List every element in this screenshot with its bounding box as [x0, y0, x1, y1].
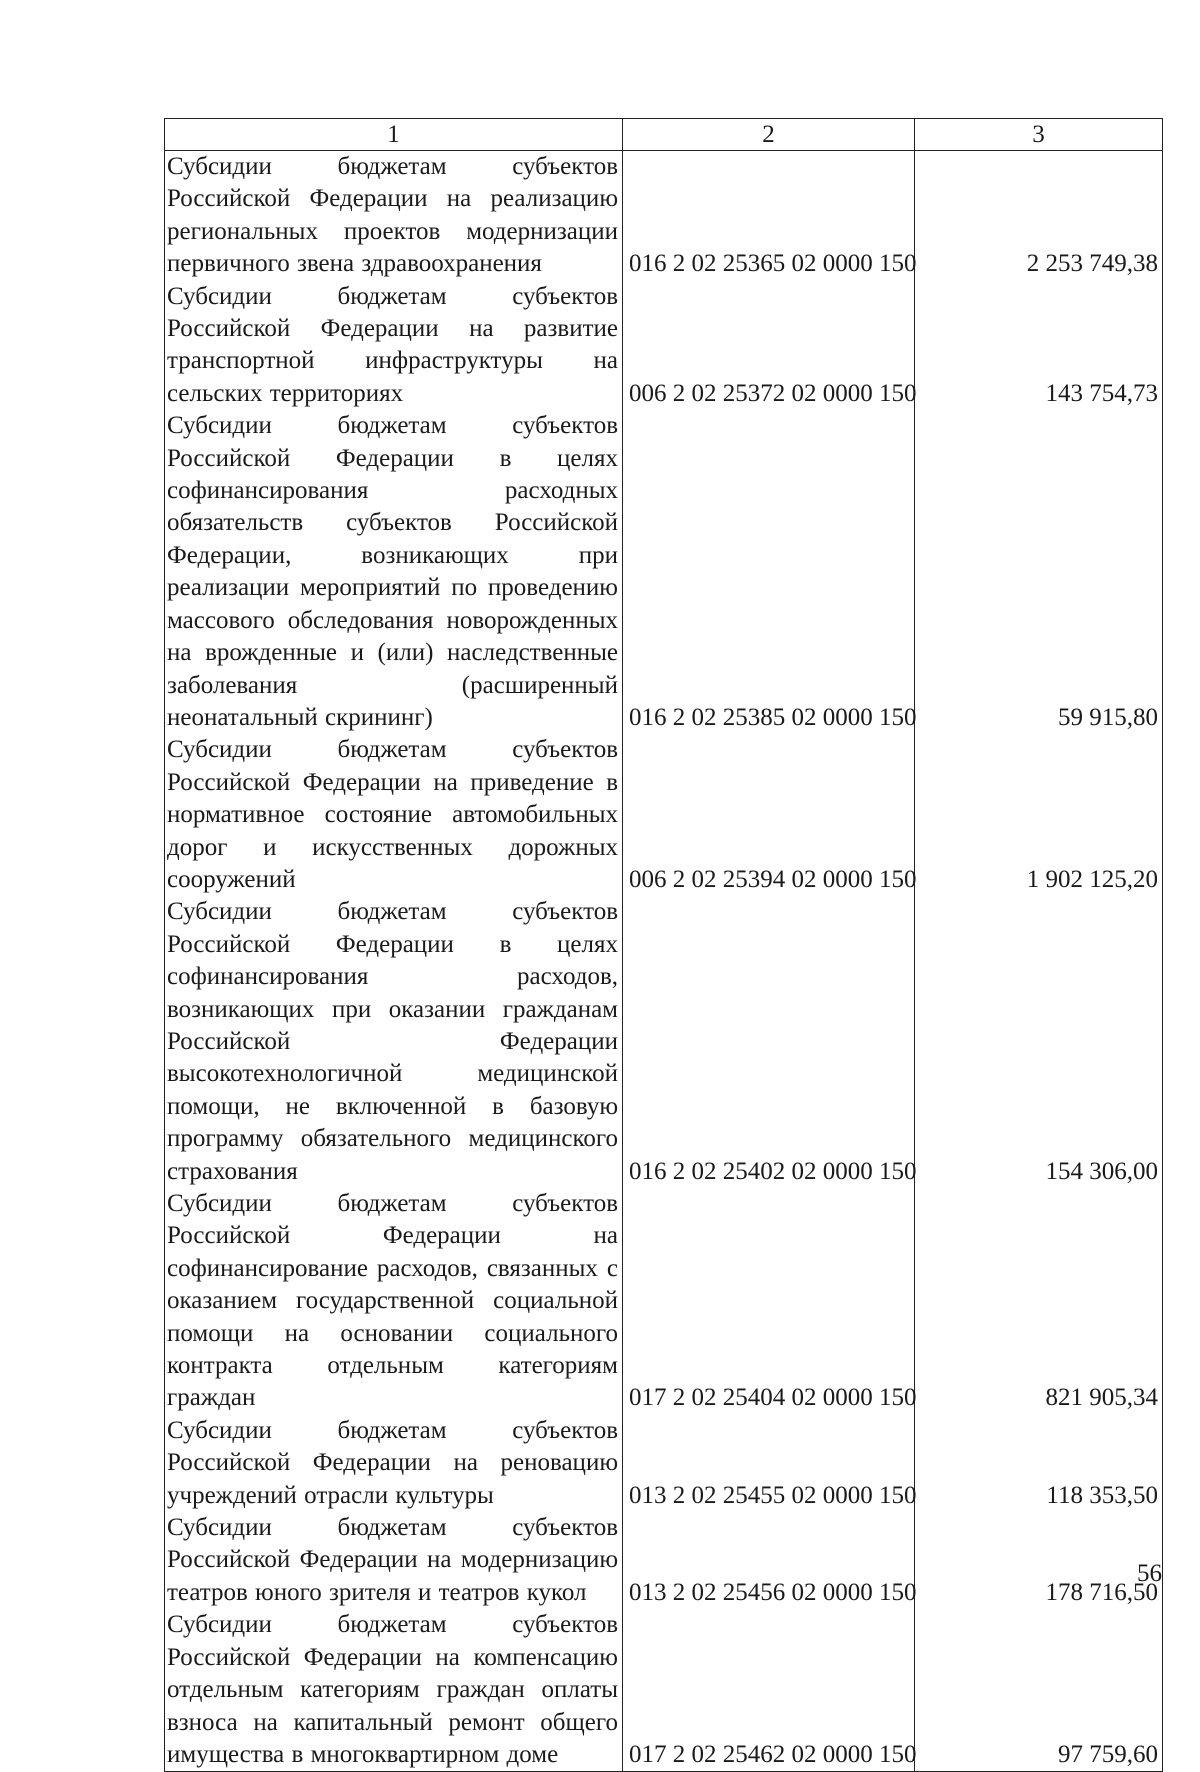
subsidy-amount: 143 754,73 [915, 281, 1163, 411]
subsidy-description: Субсидии бюджетам субъектов Российской Федерации на софинансирование расходов, связанных с оказанием государственной социальной помощи на основании социального контракта отдельным категориям граждан [165, 1188, 623, 1415]
subsidy-amount: 118 353,50 [915, 1415, 1163, 1512]
budget-code: 006 2 02 25394 02 0000 150 [623, 734, 915, 896]
header-col-3: 3 [915, 119, 1163, 151]
budget-code: 016 2 02 25385 02 0000 150 [623, 410, 915, 734]
page-number: 56 [1137, 1560, 1162, 1587]
table-row [165, 1415, 1163, 1512]
subsidy-description: Субсидии бюджетам субъектов Российской Федерации на реализацию региональных проектов модернизации первичного звена здравоохранения [165, 151, 623, 281]
subsidy-description: Субсидии бюджетам субъектов Российской Федерации на модернизацию театров юного зрителя и театров кукол [165, 1512, 623, 1609]
subsidy-description: Субсидии бюджетам субъектов Российской Федерации на развитие транспортной инфраструктуры на сельских территориях [165, 281, 623, 411]
table-row [165, 734, 1163, 896]
header-col-1: 1 [165, 119, 623, 151]
budget-code: 017 2 02 25404 02 0000 150 [623, 1188, 915, 1415]
table-row [165, 1188, 1163, 1415]
budget-code: 017 2 02 25462 02 0000 150 [623, 1609, 915, 1772]
subsidy-amount: 154 306,00 [915, 896, 1163, 1188]
table-row [165, 1512, 1163, 1609]
subsidy-description: Субсидии бюджетам субъектов Российской Федерации в целях софинансирования расходов, возникающих при оказании гражданам Российской Федерации высокотехнологичной медицинской помощи, не включенной в базовую программу обязательного медицинского страхования [165, 896, 623, 1188]
table-row [165, 1609, 1163, 1772]
subsidy-amount: 97 759,60 [915, 1609, 1163, 1772]
table-row [165, 896, 1163, 1188]
subsidy-description: Субсидии бюджетам субъектов Российской Федерации в целях софинансирования расходных обязательств субъектов Российской Федерации, возникающих при реализации мероприятий по проведению массового обследования новорожденных на врожденные и (или) наследственные заболевания (расширенный неонатальный скрининг) [165, 410, 623, 734]
budget-table [164, 118, 1163, 1772]
table-row [165, 281, 1163, 411]
subsidy-amount: 2 253 749,38 [915, 151, 1163, 281]
budget-code: 006 2 02 25372 02 0000 150 [623, 281, 915, 411]
subsidy-amount: 59 915,80 [915, 410, 1163, 734]
subsidy-amount: 821 905,34 [915, 1188, 1163, 1415]
subsidy-description: Субсидии бюджетам субъектов Российской Федерации на компенсацию отдельным категориям граждан оплаты взноса на капитальный ремонт общего имущества в многоквартирном доме [165, 1609, 623, 1772]
budget-code: 013 2 02 25455 02 0000 150 [623, 1415, 915, 1512]
subsidy-amount: 1 902 125,20 [915, 734, 1163, 896]
budget-code: 016 2 02 25365 02 0000 150 [623, 151, 915, 281]
table-row [165, 151, 1163, 281]
table-row [165, 410, 1163, 734]
subsidy-description: Субсидии бюджетам субъектов Российской Федерации на реновацию учреждений отрасли культуры [165, 1415, 623, 1512]
table-header-row [165, 119, 1163, 151]
budget-code: 016 2 02 25402 02 0000 150 [623, 896, 915, 1188]
budget-code: 013 2 02 25456 02 0000 150 [623, 1512, 915, 1609]
header-col-2: 2 [623, 119, 915, 151]
subsidy-description: Субсидии бюджетам субъектов Российской Федерации на приведение в нормативное состояние автомобильных дорог и искусственных дорожных сооружений [165, 734, 623, 896]
subsidy-amount: 178 716,50 [915, 1512, 1163, 1609]
